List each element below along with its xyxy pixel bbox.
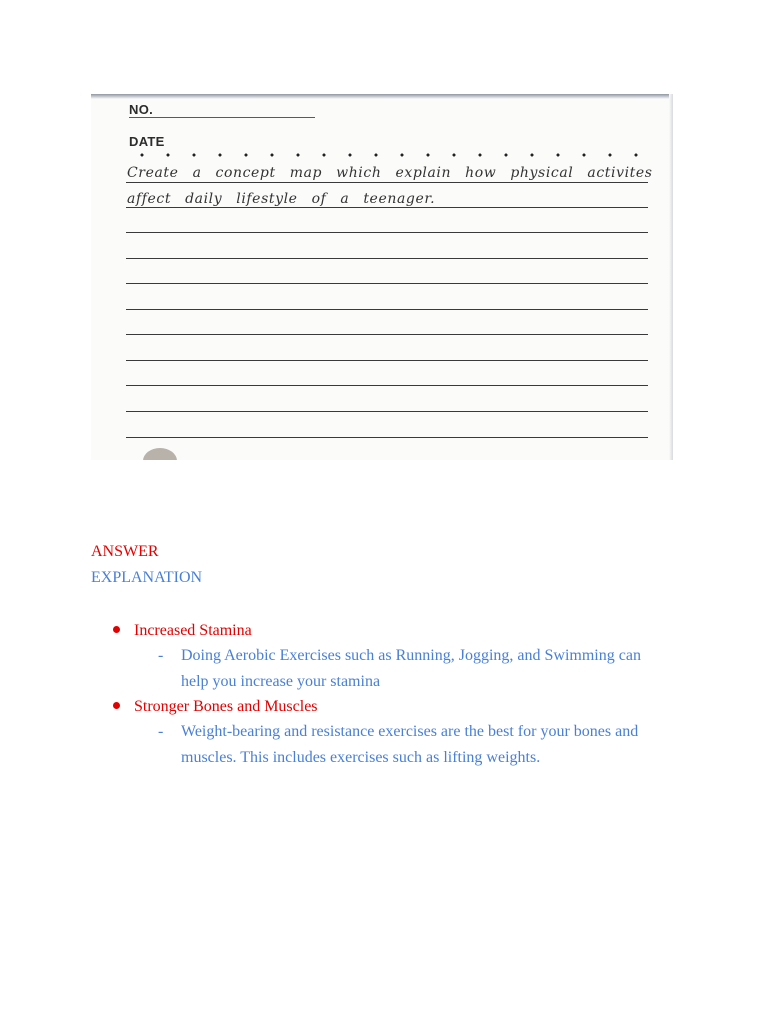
handwritten-word: of: [311, 191, 327, 207]
ruled-line: [126, 334, 648, 335]
no-field-label: NO.: [129, 102, 154, 117]
ruled-line: [126, 411, 648, 412]
bullet-dot-icon: [113, 626, 120, 633]
bullet-title: Increased Stamina: [134, 622, 252, 639]
handwritten-word: lifestyle: [236, 191, 298, 207]
dash-marker: -: [158, 723, 164, 740]
dash-marker: -: [158, 647, 164, 664]
handwritten-word: explain: [395, 165, 452, 181]
ruled-line: [126, 385, 648, 386]
handwritten-word: how: [465, 165, 497, 181]
explanation-heading: EXPLANATION: [91, 569, 203, 586]
no-field-rule: [129, 117, 315, 118]
ruled-line: [126, 437, 648, 438]
sub-item-stamina: [158, 643, 658, 695]
ruled-line: [126, 360, 648, 361]
sub-item-text: Weight-bearing and resistance exercises are the best for your bones and muscles. This includes exercises such as lifting weights.: [181, 723, 639, 766]
handwritten-word: map: [289, 165, 323, 181]
handwritten-word: concept: [215, 165, 276, 181]
thumb-shadow: [143, 448, 177, 460]
ruled-line: [126, 182, 648, 183]
handwritten-word: affect: [127, 191, 172, 207]
sub-item-text: Doing Aerobic Exercises such as Running, Jogging, and Swimming can help you increase your stamina: [181, 647, 641, 690]
ruled-line: [126, 309, 648, 310]
bullet-item-stamina: [113, 622, 252, 640]
bullet-item-bones: [113, 698, 318, 716]
notebook-photo: [91, 94, 673, 460]
handwritten-word: a: [192, 165, 202, 181]
bullet-dot-icon: [113, 702, 120, 709]
handwritten-word: Create: [127, 165, 179, 181]
bullet-title: Stronger Bones and Muscles: [134, 698, 318, 715]
ruled-line: [126, 258, 648, 259]
photo-edge-shadow-right: [669, 94, 673, 460]
photo-edge-shadow: [91, 94, 673, 99]
dotted-header-rule: [129, 153, 647, 157]
sub-item-bones: [158, 719, 658, 771]
answer-heading: ANSWER: [91, 543, 159, 560]
handwritten-word: daily: [185, 191, 223, 207]
ruled-line: [126, 207, 648, 208]
handwritten-prompt-line-2: [127, 192, 449, 206]
ruled-line: [126, 232, 648, 233]
handwritten-word: activites: [587, 165, 653, 181]
handwritten-word: physical: [510, 165, 574, 181]
handwritten-word: teenager.: [363, 191, 436, 207]
date-field-label: DATE: [129, 134, 165, 149]
ruled-line: [126, 283, 648, 284]
handwritten-word: a: [340, 191, 350, 207]
handwritten-prompt-line-1: [127, 166, 667, 180]
handwritten-word: which: [336, 165, 382, 181]
